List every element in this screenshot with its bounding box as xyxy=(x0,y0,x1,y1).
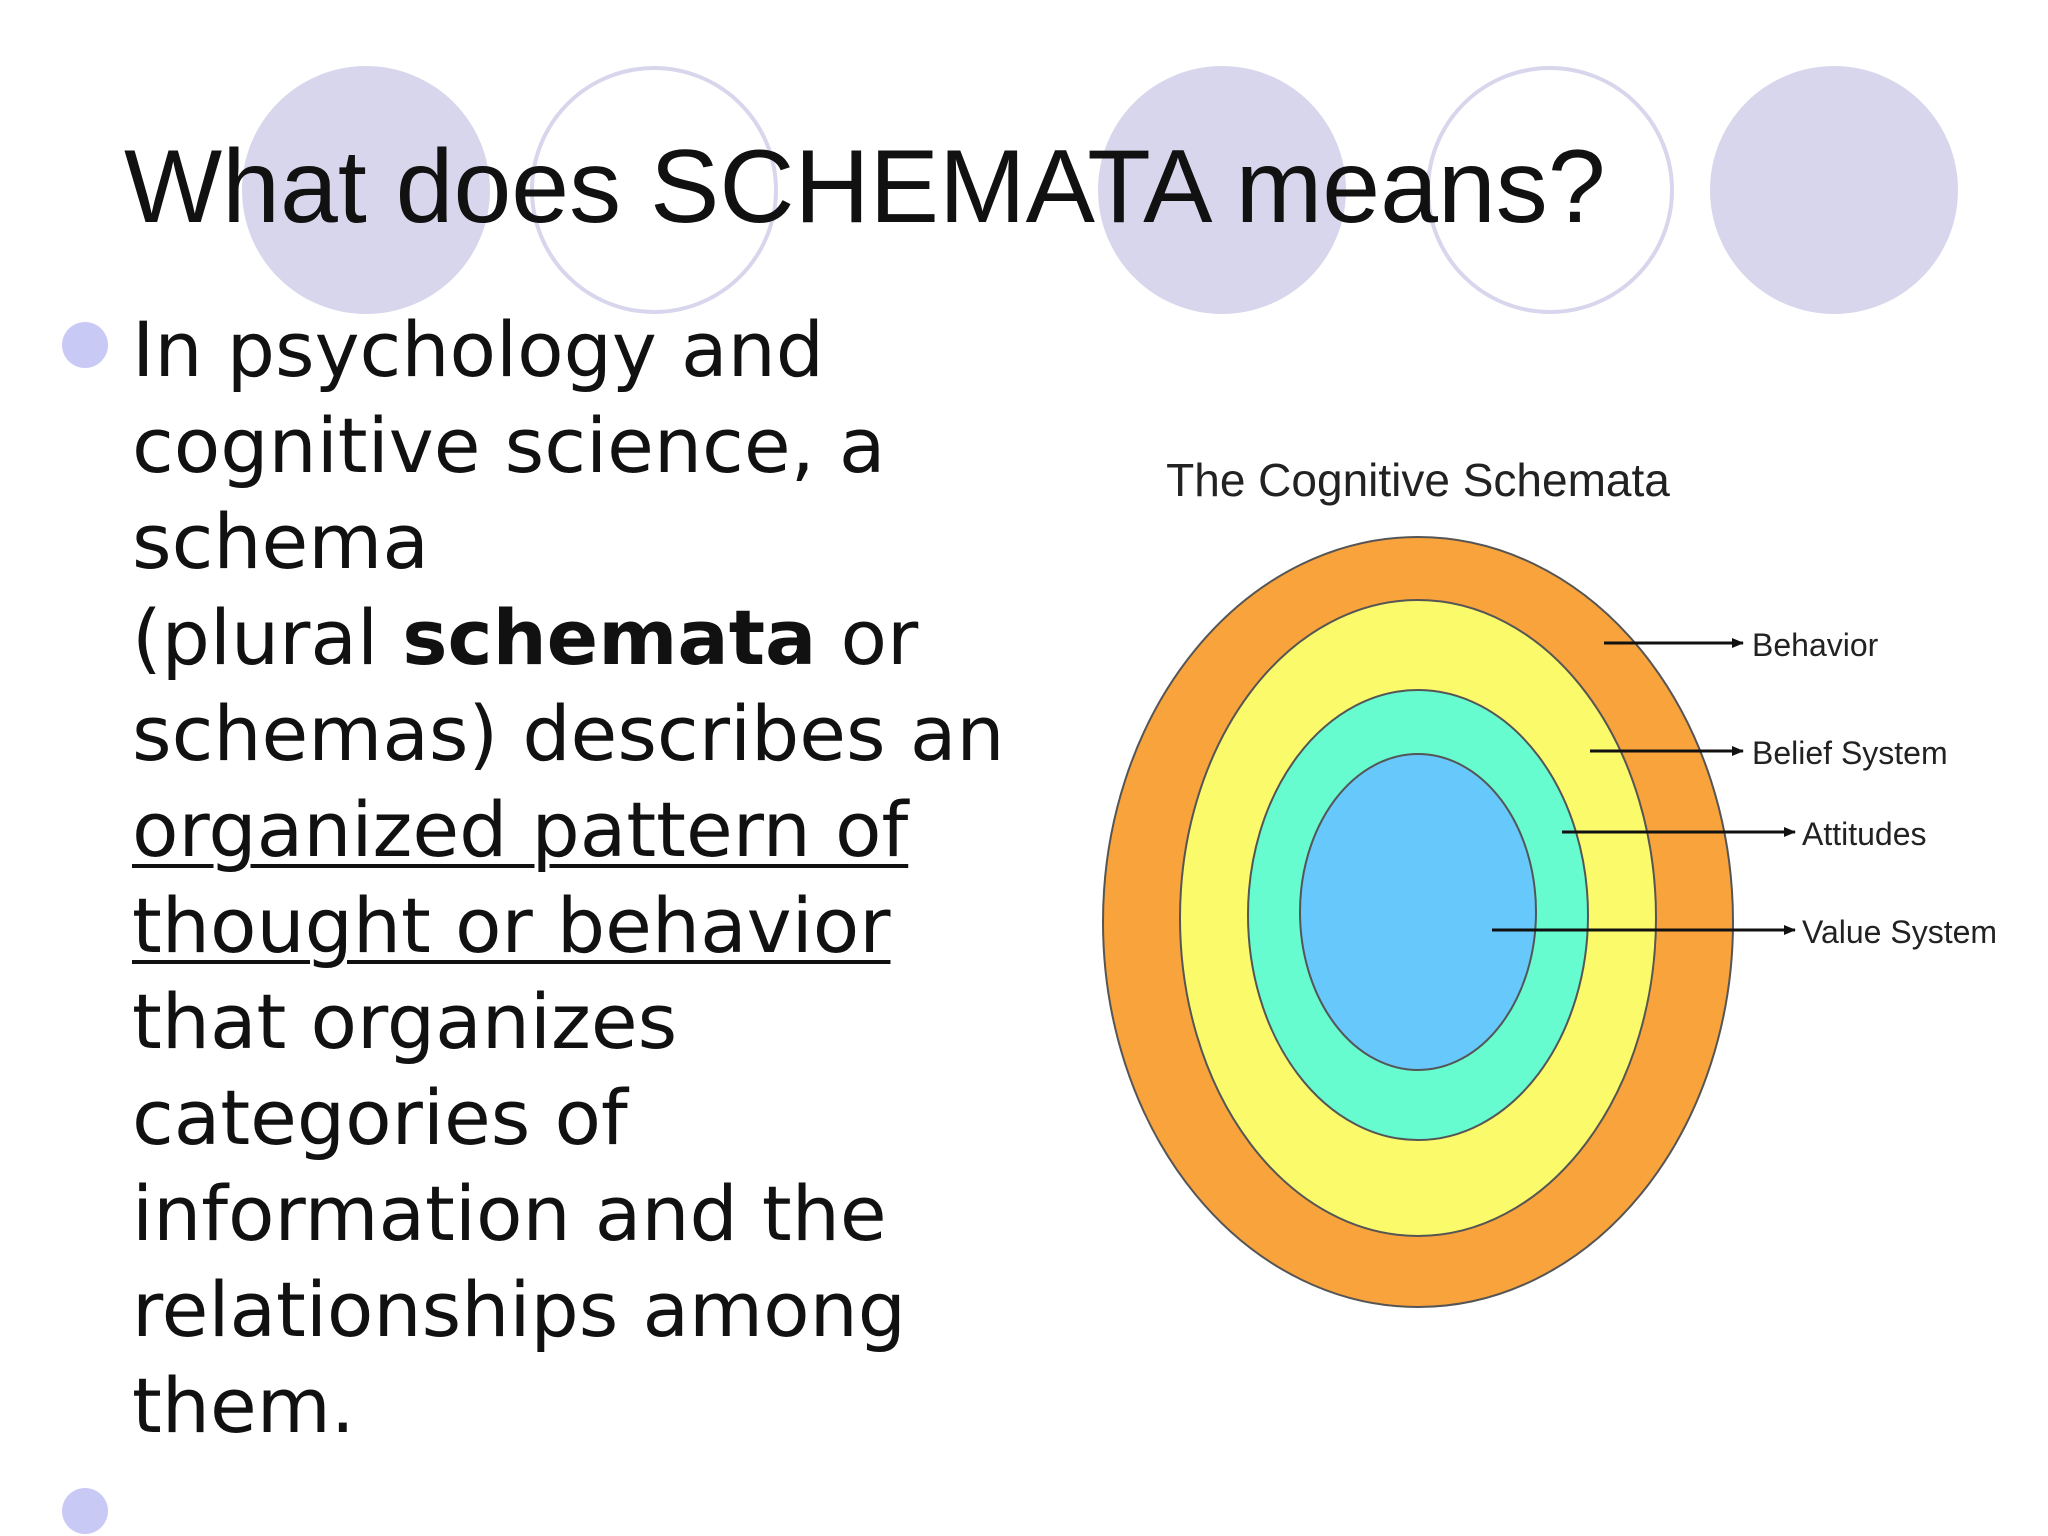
body-line: them. xyxy=(132,1361,355,1450)
decor-circle xyxy=(1710,66,1958,314)
bullet-text xyxy=(132,302,1012,1454)
schemata-svg xyxy=(1040,440,2000,1320)
attitudes-label: Attitudes xyxy=(1802,816,1927,852)
bullet-icon xyxy=(62,322,108,368)
value-system-label: Value System xyxy=(1802,914,1998,950)
value-system-layer xyxy=(1300,754,1536,1070)
body-line: information and the xyxy=(132,1169,887,1258)
slide-title: What does SCHEMATA means? xyxy=(124,129,1606,245)
body-line: categories of xyxy=(132,1073,628,1162)
body-text-segment: (plural xyxy=(132,593,403,682)
cognitive-schemata-diagram xyxy=(1040,440,2000,1320)
body-line-underlined xyxy=(132,878,1012,974)
diagram-title: The Cognitive Schemata xyxy=(1166,454,1670,506)
body-line: relationships among xyxy=(132,1265,906,1354)
body-text-segment: or xyxy=(816,593,919,682)
body-line: schema xyxy=(132,497,429,586)
body-line: schemas) describes an xyxy=(132,689,1005,778)
body-line xyxy=(132,590,1012,686)
body-line: that organizes xyxy=(132,977,678,1066)
bullet-icon xyxy=(62,1488,108,1534)
underlined-phrase: organized pattern of xyxy=(132,785,909,874)
behavior-label: Behavior xyxy=(1752,627,1879,663)
bold-term-schemata: schemata xyxy=(402,593,817,682)
underlined-phrase: thought or behavior xyxy=(132,881,891,970)
body-line: In psychology and xyxy=(132,305,824,394)
belief-system-label: Belief System xyxy=(1752,735,1948,771)
body-line-underlined xyxy=(132,782,1012,878)
body-line: cognitive science, a xyxy=(132,401,886,490)
